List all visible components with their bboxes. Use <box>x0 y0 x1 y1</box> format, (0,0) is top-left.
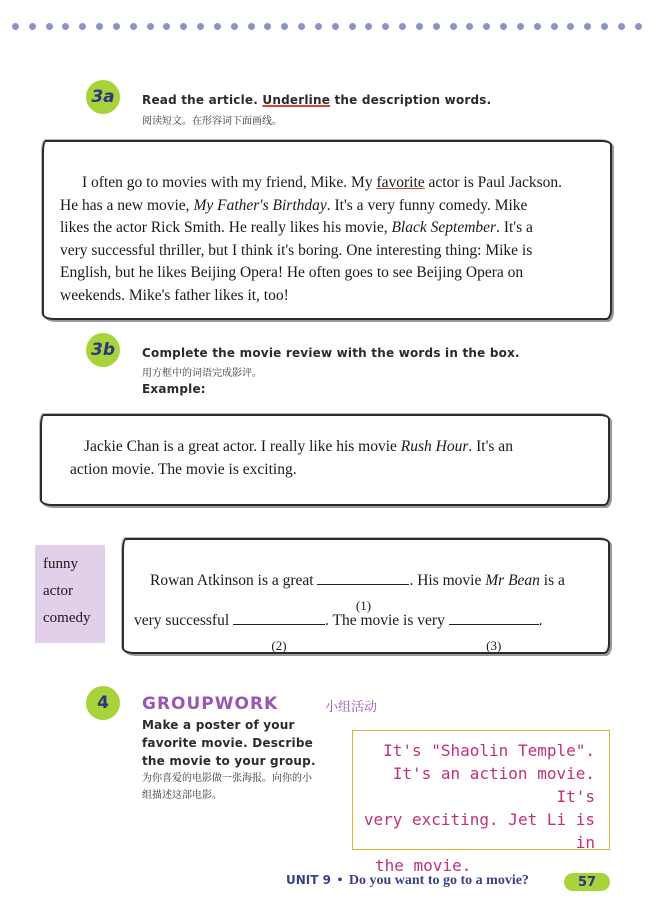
decorative-dot <box>517 23 524 30</box>
poster-line: It's "Shaolin Temple". <box>383 741 595 760</box>
decorative-dot <box>433 23 440 30</box>
decorative-dot <box>298 23 305 30</box>
article-text-run: . It's a <box>496 219 533 236</box>
word-box-item: comedy <box>43 610 91 626</box>
decorative-dot <box>567 23 574 30</box>
poster-line: the movie. <box>375 856 472 875</box>
section-4-instruction-cn <box>142 770 312 804</box>
groupwork-title-cn: 小组活动 <box>325 700 378 715</box>
exercise-text-run: . The movie is very <box>325 612 449 629</box>
decorative-dot <box>79 23 86 30</box>
section-4-instruction <box>142 716 316 770</box>
decorative-dot <box>46 23 53 30</box>
decorative-dot <box>483 23 490 30</box>
instruction-line: Make a poster of your <box>142 718 295 732</box>
section-3a-instruction <box>142 93 491 107</box>
movie-title: Rush Hour <box>400 438 469 455</box>
decorative-dot <box>264 23 271 30</box>
decorative-dot <box>534 23 541 30</box>
example-label: Example: <box>142 382 206 396</box>
movie-poster <box>352 730 610 875</box>
section-3b-badge: 3b <box>86 333 120 367</box>
decorative-dot <box>12 23 19 30</box>
decorative-dot <box>584 23 591 30</box>
article-line: weekends. Mike's father likes it, too! <box>60 286 289 304</box>
decorative-dot <box>618 23 625 30</box>
decorative-dot <box>332 23 339 30</box>
unit-label: UNIT 9 <box>286 873 331 887</box>
section-3b-instruction: Complete the movie review with the words in the box. <box>142 346 520 360</box>
movie-title: My Father's Birthday <box>193 196 327 214</box>
exercise-text <box>134 561 596 653</box>
decorative-dot <box>130 23 137 30</box>
decorative-dot <box>635 23 642 30</box>
section-3a-badge: 3a <box>86 80 120 114</box>
decorative-dot <box>163 23 170 30</box>
page-footer <box>286 873 529 889</box>
article-text-run: He has a new movie, <box>60 196 194 214</box>
word-box <box>35 545 105 643</box>
decorative-dot <box>416 23 423 30</box>
exercise-text-run: . His movie <box>409 572 486 589</box>
movie-title: Black September <box>391 219 497 236</box>
decorative-dot <box>399 23 406 30</box>
decorative-dot <box>281 23 288 30</box>
word-box-item: actor <box>43 583 73 599</box>
decorative-dot <box>248 23 255 30</box>
instruction-line: the movie to your group. <box>142 754 316 768</box>
example-text-run: . It's an <box>468 438 513 455</box>
article-text-run: . It's a very funny comedy. Mike <box>326 196 528 214</box>
decorative-dot-row <box>12 20 642 32</box>
decorative-dot <box>382 23 389 30</box>
blank-number: (3) <box>486 638 502 653</box>
decorative-dot <box>500 23 507 30</box>
decorative-dot <box>113 23 120 30</box>
decorative-dot <box>349 23 356 30</box>
example-text <box>70 436 600 481</box>
example-line: action movie. The movie is exciting. <box>70 460 297 478</box>
page-number: 57 <box>564 873 610 891</box>
exercise-text-run: very successful <box>134 612 233 629</box>
decorative-dot <box>62 23 69 30</box>
decorative-dot <box>551 23 558 30</box>
blank-2[interactable] <box>233 610 325 653</box>
movie-title: Mr Bean <box>485 572 540 589</box>
instruction-text: the description words. <box>330 93 492 107</box>
exercise-text-run: Rowan Atkinson is a great <box>150 572 318 589</box>
decorative-dot <box>315 23 322 30</box>
decorative-dot <box>180 23 187 30</box>
unit-title: Do you want to go to a movie? <box>348 873 529 888</box>
decorative-dot <box>466 23 473 30</box>
section-3b-instruction-cn: 用方框中的词语完成影评。 <box>142 368 262 379</box>
decorative-dot <box>96 23 103 30</box>
decorative-dot <box>29 23 36 30</box>
article-text <box>60 172 600 307</box>
exercise-text-run: . <box>538 612 543 629</box>
exercise-text-run: is a <box>539 572 565 589</box>
word-box-item: funny <box>43 556 78 572</box>
groupwork-title: GROUPWORK <box>142 694 279 714</box>
instruction-line: favorite movie. Describe <box>142 736 313 750</box>
section-3a-instruction-cn: 阅读短文。在形容词下面画线。 <box>142 116 282 127</box>
instruction-underline-word: Underline <box>262 93 331 107</box>
instruction-cn-line: 组描述这部电影。 <box>142 790 222 801</box>
instruction-cn-line: 为你喜爱的电影做一张海报。向你的小 <box>142 773 312 784</box>
decorative-dot <box>231 23 238 30</box>
decorative-dot <box>147 23 154 30</box>
decorative-dot <box>450 23 457 30</box>
article-line: very successful thriller, but I think it's boring. One interesting thing: Mike is <box>60 241 533 259</box>
article-line: English, but he likes Beijing Opera! He often goes to see Beijing Opera on <box>60 264 524 281</box>
poster-line: very exciting. Jet Li is in <box>363 810 595 852</box>
article-text-run: I often go to movies with my friend, Mike. My <box>82 174 377 191</box>
instruction-text: Read the article. <box>142 93 263 107</box>
article-text-run: likes the actor Rick Smith. He really likes his movie, <box>60 219 392 236</box>
poster-line: It's an action movie. It's <box>392 764 595 806</box>
decorative-dot <box>197 23 204 30</box>
blank-number: (2) <box>271 638 287 653</box>
section-4-badge: 4 <box>86 686 120 720</box>
decorative-dot <box>365 23 372 30</box>
example-text-run: Jackie Chan is a great actor. I really like his movie <box>84 438 401 455</box>
article-text-run: actor is Paul Jackson. <box>424 174 562 191</box>
decorative-dot <box>214 23 221 30</box>
blank-3[interactable] <box>449 610 539 653</box>
decorative-dot <box>601 23 608 30</box>
blank-number: (1) <box>355 598 372 613</box>
footer-separator: • <box>337 873 343 888</box>
underlined-word: favorite <box>376 174 425 191</box>
blank-1[interactable] <box>317 570 409 613</box>
